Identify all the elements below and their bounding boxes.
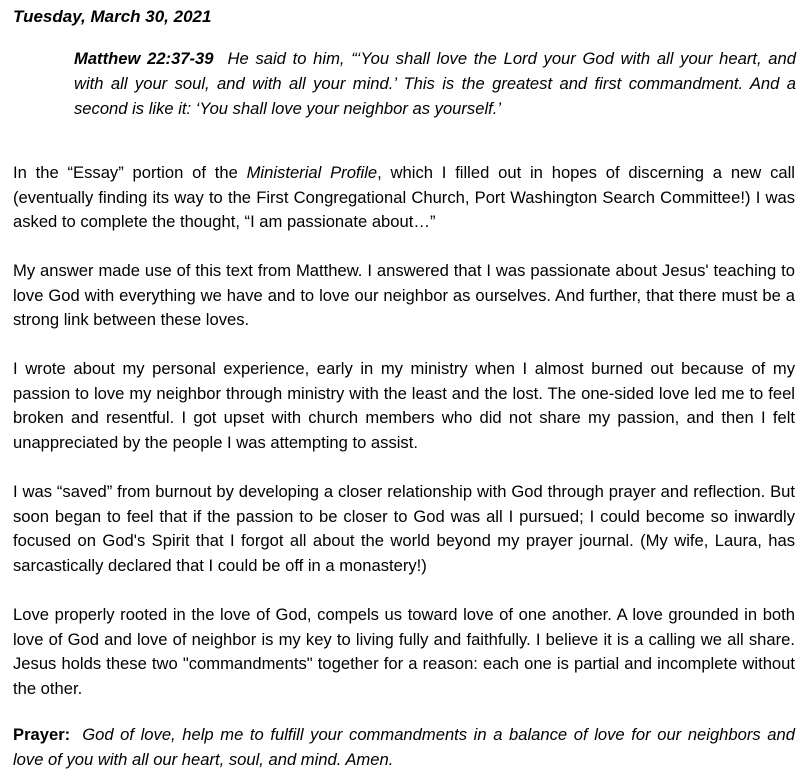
date-heading: Tuesday, March 30, 2021 [13,7,212,26]
prayer-label-text: Prayer [13,725,65,744]
scripture-reference: Matthew 22:37-39 [74,49,214,68]
paragraph-1-start: In the “Essay” portion of the [13,163,247,182]
prayer-label [13,725,70,744]
scripture-text: He said to him, “‘You shall love the Lord your God with all your heart, and with all your soul, and with all your mind.’ This is the greatest and first commandment. And a second is like it: ‘You shall love your neighbor as yourself.’ [74,49,796,118]
paragraph-1-end: , which I filled out in hopes of discerning a new call (eventually finding its way to the First Congregational Church, Port Washington Search Committee!) I was asked to complete the thought, “I am passionate about…” [13,163,795,231]
paragraph-3: I wrote about my personal experience, early in my ministry when I almost burned out because of my passion to love my neighbor through ministry with the least and the lost. The one-sided love led me to feel broken and resentful. I got upset with church members who did not share my passion, and then I felt unappreciated by the people I was attempting to assist. [13,359,795,452]
paragraph-1 [13,161,795,235]
paragraph-5: Love properly rooted in the love of God, compels us toward love of one another. A love grounded in both love of God and love of neighbor is my key to living fully and faithfully. I believe it is a calling we all share. Jesus holds these two "commandments" together for a reason: each one is partial and incomplete without the other. [13,605,795,698]
prayer-text: God of love, help me to fulfill your commandments in a balance of love for our neighbors and love of you with all our heart, soul, and mind. Amen. [13,725,795,769]
paragraph-2: My answer made use of this text from Matthew. I answered that I was passionate about Jesus' teaching to love God with everything we have and to love our neighbor as ourselves. And further, that there must be a strong link between these loves. [13,261,795,329]
paragraph-4: I was “saved” from burnout by developing a closer relationship with God through prayer and reflection. But soon began to feel that if the passion to be closer to God was all I pursued; I could become so inwardly focused on God's Spirit that I forgot all about the world beyond my prayer journal. (My wife, Laura, has sarcastically declared that I could be off in a monastery!) [13,482,795,575]
prayer-paragraph [13,723,795,772]
prayer-label-colon: : [64,725,71,744]
scripture-passage [74,46,796,121]
ministerial-profile-title: Ministerial Profile [246,163,378,182]
